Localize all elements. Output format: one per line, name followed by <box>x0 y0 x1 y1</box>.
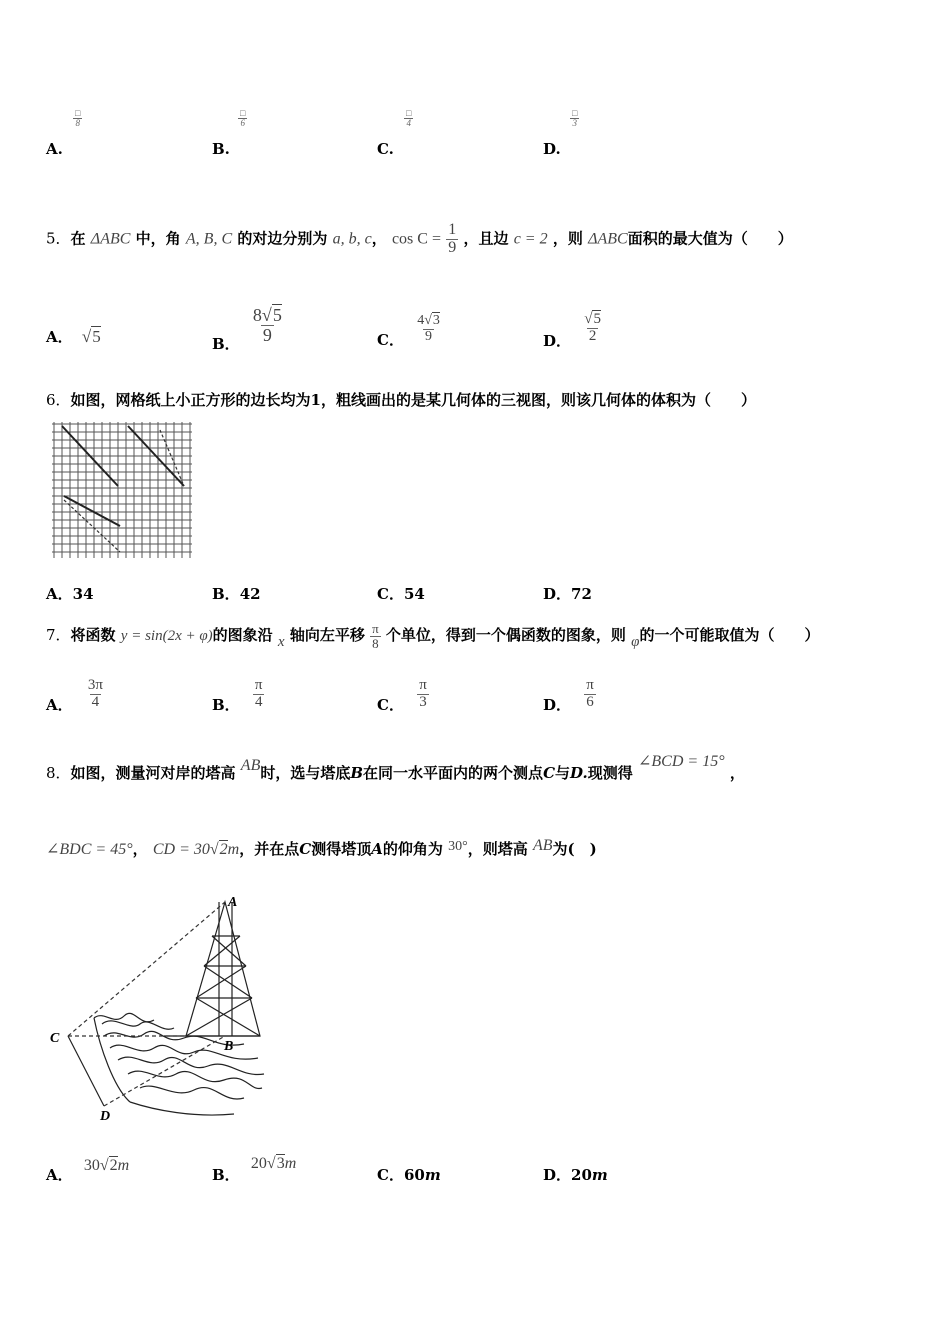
q4-option-a: A. <box>46 140 63 158</box>
q8-option-b: B． 20√3m <box>212 1155 297 1184</box>
q6-grid-svg <box>52 422 196 562</box>
q6-top-view-line <box>64 496 120 526</box>
line-ca <box>68 902 225 1036</box>
line-cd <box>68 1036 104 1106</box>
q5-option-c: C． $\frac{4√3}{9}$ <box>377 313 440 350</box>
q6-stem: 6．如图，网格纸上小正方形的边长均为1，粗线画出的是某几何体的三视图，则该几何体的体积为（ ） <box>46 391 756 409</box>
label-c: C <box>50 1031 60 1046</box>
q4-option-d: D. <box>543 140 561 158</box>
q7-stem: 7．将函数 y = sin(2x + φ)的图象沿 x 轴向左平移 $\frac{\pi}{8}$ 个单位，得到一个偶函数的图象，则 φ的一个可能取值为（ ） <box>46 621 820 651</box>
q4-option-b: B. <box>212 140 230 158</box>
label-d: D <box>100 1109 111 1124</box>
q8-option-d: D．20m <box>543 1166 608 1184</box>
q5-option-a: A． √5 <box>46 327 101 346</box>
q5-stem: 5．在 ΔABC 中，角 A, B, C 的对边分别为 a, b, c， cos C = $\frac{1}{9}$ ，且边 c = 2 ，则 ΔABC面积的最大值为（ ） <box>46 221 793 256</box>
q8-option-c: C．60m <box>377 1166 441 1184</box>
q6-option-d: D．72 <box>543 585 592 603</box>
line-db <box>104 1036 225 1106</box>
q7-option-b: B． $\frac{\pi}{4}$ <box>212 677 263 715</box>
q7-option-c: C． $\frac{\pi}{3}$ <box>377 677 427 715</box>
q5-option-d: D． $\frac{√5}{2}$ <box>543 311 601 351</box>
q4-option-a-fraction: $\frac{□}{8}$ <box>75 107 81 128</box>
q7-option-d: D． $\frac{\pi}{6}$ <box>543 677 594 715</box>
q8-option-a: A． 30√2m <box>46 1157 130 1184</box>
river-wave <box>94 1013 154 1021</box>
q4-option-c: C. <box>377 140 394 158</box>
q6-three-view-figure <box>52 422 196 566</box>
q8-stem-line2: ∠BDC = 45°， CD = 30√2m，并在点C测得塔顶A的仰角为 30°，则塔高 AB为( ) <box>46 837 597 858</box>
label-a: A <box>228 895 238 910</box>
q6-side-view-hidden-edge <box>160 430 184 486</box>
tower-outline <box>186 902 260 1036</box>
q6-option-a: A．34 <box>46 585 94 603</box>
q5-option-b: B． $\frac{8√5}{9}$ <box>212 305 282 354</box>
q8-stem-line1: 8．如图，测量河对岸的塔高 AB时，选与塔底B在同一水平面内的两个测点C与D.现测得 ∠BCD = 15° ， <box>46 753 745 782</box>
label-b: B <box>224 1039 234 1054</box>
q7-option-a: A． $\frac{3\pi}{4}$ <box>46 677 103 715</box>
q4-option-b-fraction: $\frac{□}{6}$ <box>240 107 246 128</box>
q4-option-d-fraction: $\frac{□}{3}$ <box>572 107 578 128</box>
q4-option-c-fraction: $\frac{□}{4}$ <box>406 107 412 128</box>
q6-option-b: B．42 <box>212 585 261 603</box>
q6-option-c: C．54 <box>377 585 425 603</box>
q8-figure-svg <box>44 888 274 1128</box>
q8-tower-figure <box>44 888 274 1132</box>
